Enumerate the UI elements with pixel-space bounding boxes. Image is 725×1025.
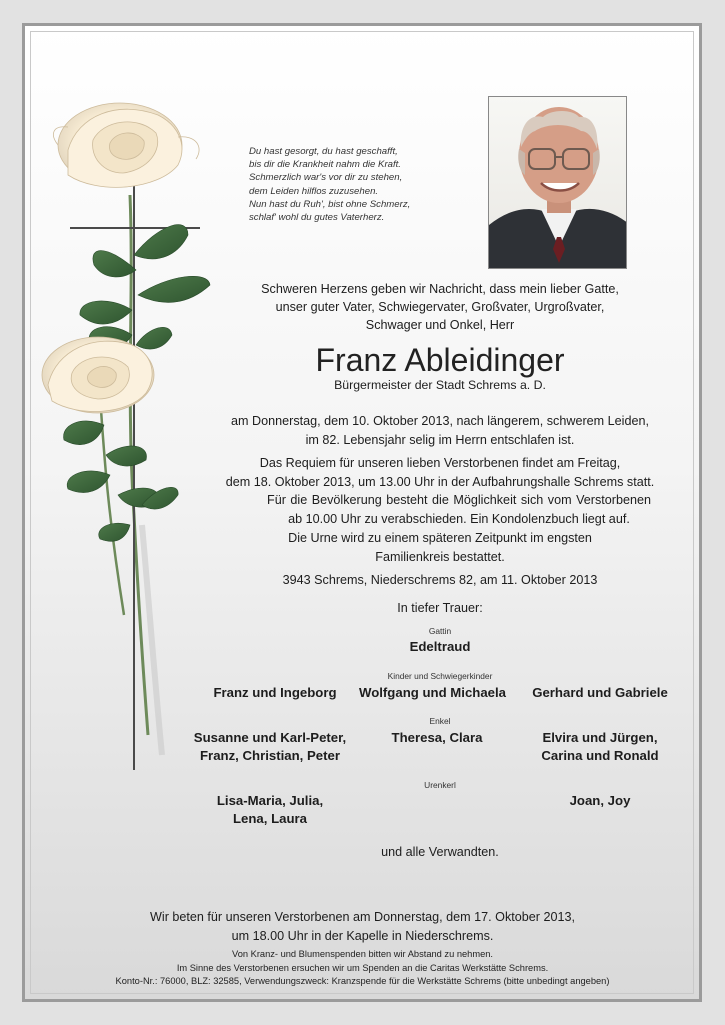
poem-line: Schmerzlich war's vor dir zu stehen,	[249, 172, 403, 184]
poem	[249, 145, 449, 224]
poem-line: schlaf' wohl du gutes Vaterherz.	[249, 212, 385, 224]
poem-line: dem Leiden hilflos zuzusehen.	[249, 185, 379, 197]
grandchildren-label: Enkel	[429, 716, 451, 726]
rose-cross-illustration	[38, 95, 218, 785]
children-label: Kinder und Schwiegerkinder	[387, 671, 493, 681]
great-grandchildren-name: Joan, Joy	[569, 793, 631, 808]
prayer-line: um 18.00 Uhr in der Kapelle in Niederschrems.	[231, 928, 494, 943]
poem-line: bis dir die Krankheit nahm die Kraft.	[249, 159, 401, 171]
fine-print-line: Im Sinne des Verstorbenen ersuchen wir um Spenden an die Caritas Werkstätte Schrems.	[176, 962, 549, 973]
fine-print-line: Konto-Nr.: 76000, BLZ: 32585, Verwendungszweck: Kranzspende für die Werkstätte Schrems (bitte unbedingt angeben)	[115, 976, 610, 986]
urn-line: Familienkreis bestattet.	[375, 549, 505, 564]
farewell-line: Für die Bevölkerung besteht die Möglichkeit sich vom Verstorbenen	[267, 493, 651, 507]
wife-name: Edeltraud	[409, 639, 471, 654]
deceased-name: Franz Ableidinger	[315, 342, 565, 378]
fine-print-line: Von Kranz- und Blumenspenden bitten wir Abstand zu nehmen.	[232, 949, 493, 959]
grandchildren-name: Elvira und Jürgen, Carina und Ronald	[541, 730, 659, 763]
place-date: 3943 Schrems, Niederschrems 82, am 11. Oktober 2013	[282, 573, 598, 587]
portrait-photo	[488, 96, 627, 269]
deceased-title: Bürgermeister der Stadt Schrems a. D.	[334, 378, 546, 392]
death-notice-line: am Donnerstag, dem 10. Oktober 2013, nach längerem, schwerem Leiden,	[231, 414, 649, 428]
rose-stem	[100, 395, 124, 615]
death-notice-line: im 82. Lebensjahr selig im Herrn entschlafen ist.	[305, 432, 575, 447]
requiem-notice	[222, 454, 658, 491]
children-name: Gerhard und Gabriele	[532, 685, 668, 700]
great-grandchildren-label: Urenkerl	[424, 780, 456, 790]
requiem-line: Das Requiem für unseren lieben Verstorbenen findet am Freitag,	[259, 456, 621, 470]
children-name: Franz und Ingeborg	[213, 685, 337, 700]
urn-notice	[222, 529, 658, 566]
poem-line: Du hast gesorgt, du hast geschafft,	[249, 146, 398, 157]
prayer-notice	[80, 908, 645, 945]
farewell-notice	[267, 491, 651, 528]
rose-flower	[53, 103, 199, 187]
grandchildren-name: Susanne und Karl-Peter, Franz, Christian, Peter	[193, 730, 347, 763]
requiem-line: dem 18. Oktober 2013, um 13.00 Uhr in der Aufbahrungshalle Schrems statt.	[225, 474, 655, 489]
grandchildren-name: Theresa, Clara	[391, 730, 483, 745]
poem-line: Nun hast du Ruh', bist ohne Schmerz,	[249, 198, 411, 210]
intro-text	[230, 280, 650, 334]
great-grandchildren-name: Lisa-Maria, Julia, Lena, Laura	[216, 793, 324, 826]
urn-line: Die Urne wird zu einem späteren Zeitpunkt im engsten	[288, 531, 592, 545]
intro-line: Schwager und Onkel, Herr	[365, 318, 515, 332]
relatives: und alle Verwandten.	[381, 845, 499, 859]
intro-line: Schweren Herzens geben wir Nachricht, dass mein lieber Gatte,	[261, 282, 619, 296]
mourning-heading: In tiefer Trauer:	[397, 601, 483, 615]
wife-label: Gattin	[428, 626, 452, 636]
farewell-line: ab 10.00 Uhr zu verabschieden. Ein Kondolenzbuch liegt auf.	[288, 511, 630, 526]
prayer-line: Wir beten für unseren Verstorbenen am Donnerstag, dem 17. Oktober 2013,	[150, 910, 575, 924]
children-name: Wolfgang und Michaela	[358, 685, 507, 700]
death-notice	[222, 412, 658, 449]
rose-flower	[42, 337, 154, 413]
intro-line: unser guter Vater, Schwiegervater, Großvater, Urgroßvater,	[275, 300, 605, 314]
fine-print	[60, 948, 665, 989]
